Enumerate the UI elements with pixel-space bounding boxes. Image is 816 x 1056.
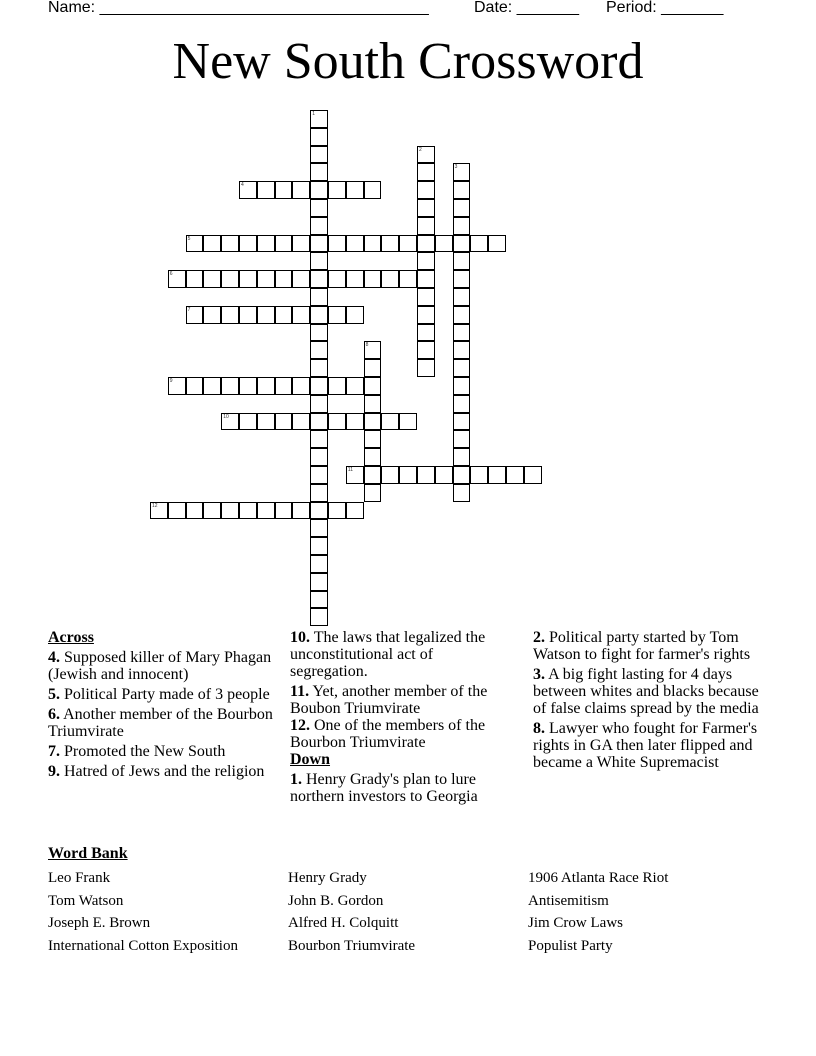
crossword-cell[interactable] xyxy=(150,502,168,520)
crossword-cell[interactable] xyxy=(239,502,257,520)
crossword-cell[interactable] xyxy=(310,430,328,448)
crossword-cell[interactable] xyxy=(310,591,328,609)
crossword-cell[interactable] xyxy=(310,306,328,324)
clues-column-2 xyxy=(290,629,502,805)
crossword-cell[interactable] xyxy=(275,270,293,288)
crossword-cell[interactable] xyxy=(310,110,328,128)
period-field[interactable]: Period: _______ xyxy=(606,0,724,16)
crossword-cell[interactable] xyxy=(310,519,328,537)
crossword-cell[interactable] xyxy=(310,128,328,146)
crossword-cell[interactable] xyxy=(186,377,204,395)
crossword-cell[interactable] xyxy=(257,270,275,288)
crossword-cell[interactable] xyxy=(310,199,328,217)
crossword-cell[interactable] xyxy=(488,466,506,484)
crossword-cell[interactable] xyxy=(364,466,382,484)
crossword-cell[interactable] xyxy=(292,181,310,199)
crossword-cell[interactable] xyxy=(488,235,506,253)
crossword-cell[interactable] xyxy=(453,466,471,484)
crossword-cell[interactable] xyxy=(417,270,435,288)
crossword-cell[interactable] xyxy=(435,466,453,484)
crossword-cell[interactable] xyxy=(364,413,382,431)
across-clue: 6. Another member of the Bourbon Triumvirate xyxy=(48,706,273,740)
crossword-cell[interactable] xyxy=(364,377,382,395)
cell-number: 11 xyxy=(347,467,353,473)
crossword-cell[interactable] xyxy=(346,413,364,431)
name-field[interactable]: Name: _____________________________________ xyxy=(48,0,429,16)
crossword-cell[interactable] xyxy=(453,288,471,306)
crossword-cell[interactable] xyxy=(346,466,364,484)
crossword-cell[interactable] xyxy=(203,270,221,288)
across-heading: Across xyxy=(48,629,94,646)
crossword-cell[interactable] xyxy=(275,377,293,395)
crossword-cell[interactable] xyxy=(310,537,328,555)
word-bank-item: John B. Gordon xyxy=(288,892,384,909)
cell-number: 8 xyxy=(365,342,369,349)
crossword-cell[interactable] xyxy=(364,359,382,377)
cell-number: 7 xyxy=(187,306,191,313)
down-clue: 3. A big fight lasting for 4 days between whites and blacks because of false claims spread by the media xyxy=(533,666,759,717)
crossword-cell[interactable] xyxy=(328,306,346,324)
cell-number: 12 xyxy=(152,502,158,509)
word-bank-item: Alfred H. Colquitt xyxy=(288,915,399,932)
crossword-cell[interactable] xyxy=(364,235,382,253)
crossword-cell[interactable] xyxy=(381,270,399,288)
crossword-cell[interactable] xyxy=(417,217,435,235)
across-clue: 10. The laws that legalized the unconstitutional act of segregation. xyxy=(290,629,486,680)
down-heading: Down xyxy=(290,751,331,768)
crossword-cell[interactable] xyxy=(275,502,293,520)
crossword-cell[interactable] xyxy=(453,359,471,377)
crossword-cell[interactable] xyxy=(328,377,346,395)
crossword-cell[interactable] xyxy=(399,270,417,288)
crossword-cell[interactable] xyxy=(257,235,275,253)
crossword-cell[interactable] xyxy=(453,413,471,431)
across-clue: 11. Yet, another member of the Boubon Triumvirate xyxy=(290,683,488,717)
across-clue: 7. Promoted the New South xyxy=(48,743,226,760)
crossword-cell[interactable] xyxy=(453,341,471,359)
page-title: New South Crossword xyxy=(172,33,644,90)
crossword-cell[interactable] xyxy=(364,395,382,413)
crossword-cell[interactable] xyxy=(453,235,471,253)
crossword-cell[interactable] xyxy=(453,377,471,395)
crossword-cell[interactable] xyxy=(346,502,364,520)
crossword-cell[interactable] xyxy=(310,270,328,288)
crossword-cell[interactable] xyxy=(310,555,328,573)
crossword-cell[interactable] xyxy=(310,608,328,626)
down-clue: 1. Henry Grady's plan to lure northern investors to Georgia xyxy=(290,771,478,805)
word-bank-item: Bourbon Triumvirate xyxy=(288,938,416,955)
crossword-cell[interactable] xyxy=(292,502,310,520)
crossword-cell[interactable] xyxy=(328,235,346,253)
crossword-cell[interactable] xyxy=(417,288,435,306)
crossword-cell[interactable] xyxy=(310,217,328,235)
crossword-cell[interactable] xyxy=(168,502,186,520)
clues-column-1 xyxy=(48,629,280,780)
crossword-cell[interactable] xyxy=(310,395,328,413)
crossword-cell[interactable] xyxy=(417,163,435,181)
word-bank-item: Populist Party xyxy=(528,938,613,955)
word-bank-item: Henry Grady xyxy=(288,870,367,886)
crossword-cell[interactable] xyxy=(453,306,471,324)
down-clue: 8. Lawyer who fought for Farmer's rights in GA then later flipped and became a White Supremacist xyxy=(533,720,758,771)
word-bank-item: Leo Frank xyxy=(48,870,111,886)
crossword-cell[interactable] xyxy=(453,181,471,199)
crossword-cell[interactable] xyxy=(221,502,239,520)
crossword-cell[interactable] xyxy=(453,163,471,181)
crossword-cell[interactable] xyxy=(399,466,417,484)
crossword-cell[interactable] xyxy=(310,235,328,253)
crossword-cell[interactable] xyxy=(453,395,471,413)
crossword-cell[interactable] xyxy=(292,306,310,324)
crossword-cell[interactable] xyxy=(310,413,328,431)
crossword-cell[interactable] xyxy=(453,199,471,217)
crossword-cell[interactable] xyxy=(186,270,204,288)
crossword-cell[interactable] xyxy=(221,235,239,253)
crossword-cell[interactable] xyxy=(221,413,239,431)
word-bank-column-2 xyxy=(288,867,415,958)
crossword-cell[interactable] xyxy=(310,448,328,466)
cell-number: 2 xyxy=(419,146,422,153)
crossword-cell[interactable] xyxy=(524,466,542,484)
word-bank-column-1 xyxy=(48,867,238,958)
crossword-cell[interactable] xyxy=(310,573,328,591)
crossword-cell[interactable] xyxy=(364,181,382,199)
crossword-cell[interactable] xyxy=(453,270,471,288)
crossword-cell[interactable] xyxy=(186,235,204,253)
across-clue: 12. One of the members of the Bourbon Triumvirate xyxy=(290,717,486,751)
crossword-cell[interactable] xyxy=(453,484,471,502)
crossword-cell[interactable] xyxy=(275,306,293,324)
crossword-cell[interactable] xyxy=(506,466,524,484)
crossword-cell[interactable] xyxy=(239,181,257,199)
crossword-cell[interactable] xyxy=(310,324,328,342)
crossword-cell[interactable] xyxy=(310,466,328,484)
crossword-cell[interactable] xyxy=(346,181,364,199)
crossword-cell[interactable] xyxy=(203,377,221,395)
crossword-cell[interactable] xyxy=(364,484,382,502)
crossword-cell[interactable] xyxy=(239,377,257,395)
crossword-cell[interactable] xyxy=(168,270,186,288)
crossword-cell[interactable] xyxy=(257,306,275,324)
crossword-cell[interactable] xyxy=(417,324,435,342)
word-bank-heading: Word Bank xyxy=(48,845,128,862)
crossword-cell[interactable] xyxy=(328,413,346,431)
crossword-cell[interactable] xyxy=(346,306,364,324)
across-clue: 4. Supposed killer of Mary Phagan (Jewish and innocent) xyxy=(48,649,272,683)
across-clue: 9. Hatred of Jews and the religion xyxy=(48,763,265,780)
word-bank-item: International Cotton Exposition xyxy=(48,938,238,955)
crossword-cell[interactable] xyxy=(470,235,488,253)
crossword-cell[interactable] xyxy=(310,146,328,164)
crossword-cell[interactable] xyxy=(257,377,275,395)
crossword-cell[interactable] xyxy=(346,377,364,395)
word-bank-item: Jim Crow Laws xyxy=(528,915,623,932)
crossword-cell[interactable] xyxy=(417,341,435,359)
cell-number: 3 xyxy=(454,164,458,171)
crossword-cell[interactable] xyxy=(328,181,346,199)
crossword-cell[interactable] xyxy=(310,288,328,306)
crossword-cell[interactable] xyxy=(275,413,293,431)
crossword-cell[interactable] xyxy=(257,502,275,520)
crossword-cell[interactable] xyxy=(292,235,310,253)
crossword-cell[interactable] xyxy=(221,306,239,324)
crossword-cell[interactable] xyxy=(186,306,204,324)
crossword-cell[interactable] xyxy=(203,502,221,520)
crossword-cell[interactable] xyxy=(470,466,488,484)
crossword-cell[interactable] xyxy=(399,235,417,253)
cell-number: 4 xyxy=(241,182,244,189)
crossword-cell[interactable] xyxy=(275,181,293,199)
crossword-cell[interactable] xyxy=(417,252,435,270)
crossword-cell[interactable] xyxy=(364,270,382,288)
cell-number: 10 xyxy=(223,413,229,420)
crossword-cell[interactable] xyxy=(257,413,275,431)
crossword-cell[interactable] xyxy=(417,199,435,217)
crossword-cell[interactable] xyxy=(417,466,435,484)
clues-column-3 xyxy=(533,629,773,771)
cell-number: 9 xyxy=(169,378,173,384)
crossword-cell[interactable] xyxy=(453,217,471,235)
crossword-cell[interactable] xyxy=(364,430,382,448)
crossword-cell[interactable] xyxy=(417,306,435,324)
crossword-cell[interactable] xyxy=(417,181,435,199)
crossword-cell[interactable] xyxy=(381,466,399,484)
crossword-cell[interactable] xyxy=(239,270,257,288)
crossword-cell[interactable] xyxy=(186,502,204,520)
crossword-cell[interactable] xyxy=(417,146,435,164)
crossword-cell[interactable] xyxy=(292,377,310,395)
crossword-cell[interactable] xyxy=(346,270,364,288)
down-clue: 2. Political party started by Tom Watson to fight for farmer's rights xyxy=(533,629,751,663)
crossword-cell[interactable] xyxy=(453,324,471,342)
crossword-cell[interactable] xyxy=(364,448,382,466)
crossword-cell[interactable] xyxy=(346,235,364,253)
date-field[interactable]: Date: _______ xyxy=(474,0,579,16)
crossword-cell[interactable] xyxy=(328,502,346,520)
crossword-cell[interactable] xyxy=(417,359,435,377)
crossword-cell[interactable] xyxy=(221,270,239,288)
crossword-cell[interactable] xyxy=(221,377,239,395)
crossword-cell[interactable] xyxy=(239,413,257,431)
crossword-cell[interactable] xyxy=(381,413,399,431)
word-bank-column-3 xyxy=(528,867,668,958)
crossword-cell[interactable] xyxy=(328,270,346,288)
crossword-cell[interactable] xyxy=(239,306,257,324)
crossword-cell[interactable] xyxy=(453,448,471,466)
crossword-cell[interactable] xyxy=(310,163,328,181)
crossword-cell[interactable] xyxy=(417,235,435,253)
across-clue: 5. Political Party made of 3 people xyxy=(48,686,270,703)
crossword-cell[interactable] xyxy=(364,341,382,359)
crossword-cell[interactable] xyxy=(310,359,328,377)
crossword-cell[interactable] xyxy=(310,502,328,520)
crossword-cell[interactable] xyxy=(239,235,257,253)
crossword-cell[interactable] xyxy=(203,235,221,253)
cell-number: 5 xyxy=(187,235,191,242)
crossword-cell[interactable] xyxy=(310,484,328,502)
crossword-cell[interactable] xyxy=(399,413,417,431)
word-bank-item: 1906 Atlanta Race Riot xyxy=(528,870,669,886)
crossword-cell[interactable] xyxy=(292,270,310,288)
crossword-cell[interactable] xyxy=(310,252,328,270)
crossword-cell[interactable] xyxy=(435,235,453,253)
crossword-cell[interactable] xyxy=(310,341,328,359)
crossword-cell[interactable] xyxy=(292,413,310,431)
crossword-cell[interactable] xyxy=(168,377,186,395)
cell-number: 6 xyxy=(169,271,173,278)
crossword-cell[interactable] xyxy=(381,235,399,253)
cell-number: 1 xyxy=(312,111,315,117)
crossword-cell[interactable] xyxy=(257,181,275,199)
crossword-cell[interactable] xyxy=(275,235,293,253)
crossword-cell[interactable] xyxy=(310,377,328,395)
crossword-cell[interactable] xyxy=(453,430,471,448)
word-bank-item: Antisemitism xyxy=(528,892,609,909)
word-bank-item: Joseph E. Brown xyxy=(48,915,151,932)
crossword-cell[interactable] xyxy=(203,306,221,324)
word-bank-item: Tom Watson xyxy=(48,892,124,909)
crossword-cell[interactable] xyxy=(310,181,328,199)
crossword-cell[interactable] xyxy=(453,252,471,270)
